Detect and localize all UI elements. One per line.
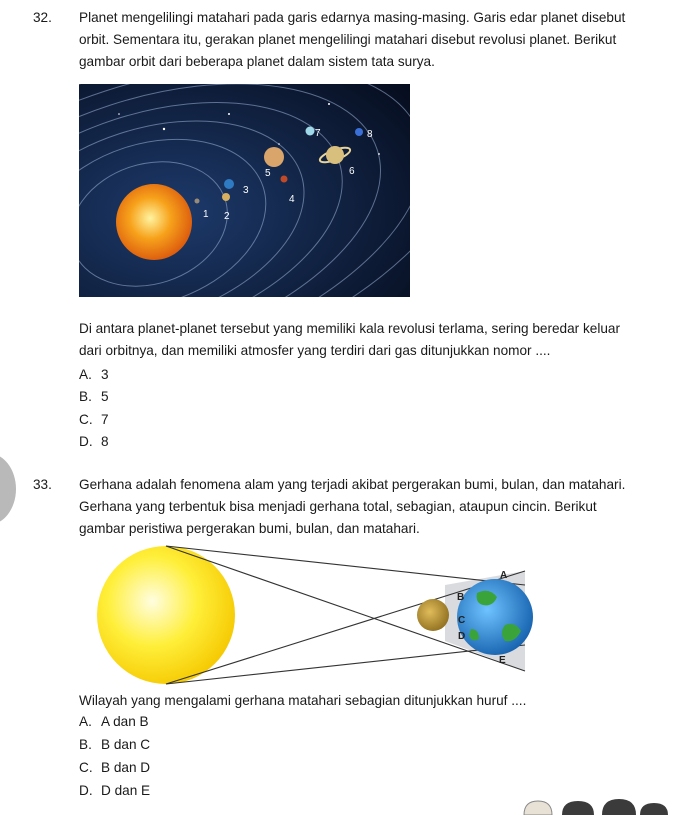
hair-head-icon: [602, 799, 636, 815]
region-label-b: B: [457, 592, 465, 603]
hair-head-icon: [640, 803, 668, 815]
option-d[interactable]: [79, 431, 109, 453]
option-letter: A.: [79, 367, 92, 382]
question-text-line: Gerhana yang terbentuk bisa menjadi gerhana total, sebagian, ataupun cincin. Berikut: [79, 499, 597, 514]
planet-7-icon: [306, 127, 315, 136]
option-text: B dan C: [101, 737, 151, 752]
sun-icon: [116, 184, 192, 260]
question-33-prompt: Wilayah yang mengalami gerhana matahari sebagian ditunjukkan huruf ....: [79, 693, 527, 708]
planet-label-5: 5: [265, 168, 271, 179]
option-text: 7: [101, 412, 109, 427]
region-label-c: C: [458, 615, 466, 626]
question-text-line: gambar orbit dari beberapa planet dalam sistem tata surya.: [79, 54, 435, 69]
option-letter: D.: [79, 434, 93, 449]
solar-system-figure: [79, 84, 410, 297]
planet-3-icon: [224, 179, 234, 189]
option-letter: D.: [79, 783, 93, 798]
question-text-line: Planet mengelilingi matahari pada garis edarnya masing-masing. Garis edar planet disebut: [79, 10, 626, 25]
option-letter: A.: [79, 714, 92, 729]
region-label-a: A: [500, 570, 508, 581]
planet-label-6: 6: [349, 166, 355, 177]
planet-5-icon: [264, 147, 284, 167]
option-text: A dan B: [101, 714, 149, 729]
option-letter: C.: [79, 412, 93, 427]
planet-8-icon: [355, 128, 363, 136]
moon-icon: [417, 599, 449, 631]
question-33: [33, 474, 678, 544]
option-text: 3: [101, 367, 109, 382]
option-a[interactable]: [79, 364, 109, 386]
question-number: 32.: [33, 10, 52, 25]
option-a[interactable]: [79, 711, 149, 733]
cartoon-heads-decoration: [512, 797, 672, 815]
planet-2-icon: [222, 193, 230, 201]
planet-label-8: 8: [367, 129, 373, 140]
option-text: 8: [101, 434, 109, 449]
option-c[interactable]: [79, 409, 109, 431]
question-32-prompt: [79, 318, 679, 362]
planet-label-4: 4: [289, 194, 295, 205]
region-label-e: E: [499, 655, 506, 666]
option-text: 5: [101, 389, 109, 404]
planet-label-2: 2: [224, 211, 230, 222]
question-text-line: Gerhana adalah fenomena alam yang terjadi akibat pergerakan bumi, bulan, dan matahari.: [79, 477, 626, 492]
option-text: D dan E: [101, 783, 151, 798]
option-b[interactable]: [79, 386, 109, 408]
question-number: 33.: [33, 477, 52, 492]
planet-1-icon: [195, 199, 200, 204]
option-d[interactable]: [79, 780, 150, 802]
region-label-d: D: [458, 631, 466, 642]
question-text-line: Di antara planet-planet tersebut yang memiliki kala revolusi terlama, sering beredar keluar: [79, 321, 620, 336]
hijab-head-icon: [524, 801, 552, 815]
planet-label-3: 3: [243, 185, 249, 196]
earth-icon: [457, 579, 533, 655]
option-text: B dan D: [101, 760, 151, 775]
question-text-line: dari orbitnya, dan memiliki atmosfer yang terdiri dari gas ditunjukkan nomor ....: [79, 343, 551, 358]
page-edge-decoration: [0, 453, 16, 525]
planet-label-1: 1: [203, 209, 209, 220]
option-letter: B.: [79, 737, 92, 752]
planet-label-7: 7: [315, 128, 321, 139]
eclipse-figure: [85, 545, 545, 685]
option-letter: C.: [79, 760, 93, 775]
option-c[interactable]: [79, 757, 150, 779]
question-text-line: gambar peristiwa pergerakan bumi, bulan, dan matahari.: [79, 521, 420, 536]
planet-6-icon: [326, 146, 344, 164]
option-b[interactable]: [79, 734, 150, 756]
question-32: [33, 7, 673, 87]
sun-icon: [97, 546, 235, 684]
planet-4-icon: [281, 176, 288, 183]
option-letter: B.: [79, 389, 92, 404]
question-text-line: orbit. Sementara itu, gerakan planet mengelilingi matahari disebut revolusi planet. Berikut: [79, 32, 617, 47]
hair-head-icon: [562, 801, 594, 815]
